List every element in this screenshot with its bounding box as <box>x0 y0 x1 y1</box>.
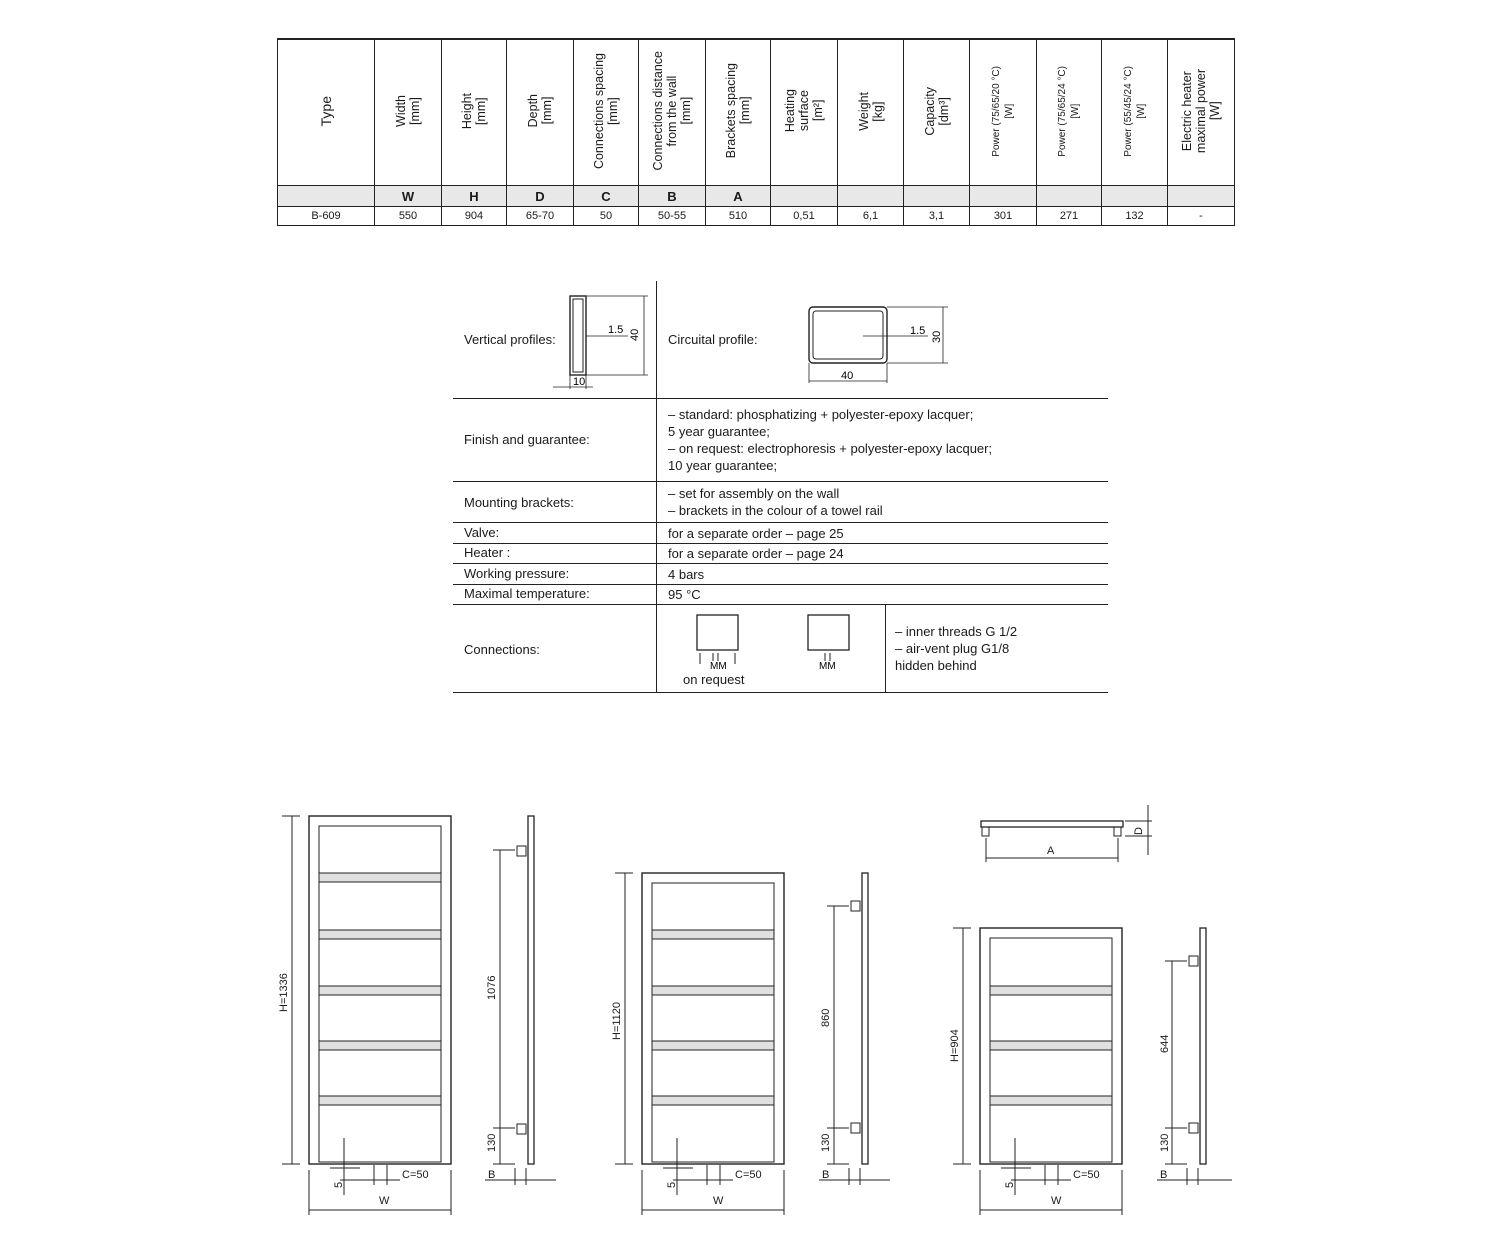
pressure-value: 4 bars <box>668 567 705 582</box>
dimension-label: A <box>1047 845 1055 857</box>
svg-text:MM: MM <box>710 661 727 671</box>
row-divider <box>453 481 1108 482</box>
dimension-label: B <box>822 1169 830 1181</box>
dimension-label: D <box>1133 827 1145 835</box>
letter-cell: B <box>639 186 706 207</box>
letter-cell <box>970 186 1037 207</box>
profile-thickness: 1.5 <box>910 325 926 337</box>
letter-cell: A <box>706 186 771 207</box>
dimension-label: 5 <box>666 1181 678 1188</box>
technical-drawings <box>0 790 1500 1240</box>
dimension-label: H=1120 <box>611 1001 623 1040</box>
mounting-label: Mounting brackets: <box>464 495 574 510</box>
header-cell: Depth [mm] <box>507 39 574 186</box>
header-cell: Width [mm] <box>375 39 442 186</box>
profile-width: 40 <box>841 370 854 382</box>
dimension-label: C=50 <box>1073 1169 1100 1181</box>
letter-cell: W <box>375 186 442 207</box>
value-cell: 904 <box>442 207 507 226</box>
letter-cell <box>1168 186 1235 207</box>
dimension-label: C=50 <box>735 1169 762 1181</box>
table-row <box>278 207 1235 226</box>
header-cell: Heating surface [m²] <box>771 39 838 186</box>
pressure-label: Working pressure: <box>464 566 570 581</box>
value-cell: 50 <box>574 207 639 226</box>
letter-cell <box>1102 186 1168 207</box>
header-cell: Connections spacing [mm] <box>574 39 639 186</box>
header-cell: Power (55/45/24 °C) [W] <box>1102 39 1168 186</box>
header-row <box>278 39 1235 186</box>
valve-label: Valve: <box>464 525 500 540</box>
dimension-label: 5 <box>333 1181 345 1188</box>
top-view <box>981 805 1152 862</box>
value-cell: 6,1 <box>838 207 904 226</box>
value-cell: 0,51 <box>771 207 838 226</box>
dimension-label: B <box>488 1169 496 1181</box>
value-cell: 510 <box>706 207 771 226</box>
temperature-value: 95 °C <box>668 587 701 602</box>
row-divider <box>453 604 1108 605</box>
column-divider <box>885 604 886 693</box>
header-cell: Electric heater maximal power [W] <box>1168 39 1235 186</box>
dimension-label: 5 <box>1004 1181 1016 1188</box>
heater-label: Heater : <box>464 545 511 560</box>
letter-cell: D <box>507 186 574 207</box>
letter-cell: H <box>442 186 507 207</box>
row-divider <box>453 398 1108 399</box>
dimension-label: C=50 <box>402 1169 429 1181</box>
value-cell: 65-70 <box>507 207 574 226</box>
dimension-label: B <box>1160 1169 1168 1181</box>
letter-cell: C <box>574 186 639 207</box>
value-cell: 50-55 <box>639 207 706 226</box>
profile-width: 10 <box>573 376 586 388</box>
dimension-label: 130 <box>820 1133 832 1152</box>
header-cell: Height [mm] <box>442 39 507 186</box>
value-cell: 3,1 <box>904 207 970 226</box>
properties-panel <box>453 281 1108 693</box>
header-cell: Power (75/65/24 °C) [W] <box>1037 39 1102 186</box>
valve-value: for a separate order – page 25 <box>668 526 844 541</box>
header-cell: Power (75/65/20 °C) [W] <box>970 39 1037 186</box>
value-cell: 132 <box>1102 207 1168 226</box>
value-cell: B-609 <box>278 207 375 226</box>
spec-table <box>277 38 1235 226</box>
header-cell: Capacity [dm³] <box>904 39 970 186</box>
connections-on-request: on request <box>683 672 745 687</box>
dimension-label: W <box>379 1195 390 1207</box>
row-divider <box>453 563 1108 564</box>
circuital-profile-drawing <box>803 301 953 387</box>
header-cell: Weight [kg] <box>838 39 904 186</box>
profile-thickness: 1.5 <box>608 324 624 336</box>
profile-depth: 40 <box>629 328 641 341</box>
connections-drawing <box>689 611 869 671</box>
dimension-label: 130 <box>1159 1133 1171 1152</box>
letter-cell <box>278 186 375 207</box>
value-cell: 301 <box>970 207 1037 226</box>
dimension-label: 860 <box>820 1008 832 1027</box>
front-view-1 <box>282 816 451 1215</box>
value-cell: - <box>1168 207 1235 226</box>
letter-row <box>278 186 1235 207</box>
vertical-profile-drawing <box>548 291 658 391</box>
dimension-label: 644 <box>1159 1034 1171 1053</box>
front-view-2 <box>615 873 784 1215</box>
finish-value: – standard: phosphatizing + polyester-epoxy lacquer; 5 year guarantee; – on request: electrophoresis + polyester-epoxy lacquer; 10 year guarantee; <box>668 407 993 473</box>
letter-cell <box>838 186 904 207</box>
profile-height: 30 <box>931 330 943 343</box>
value-cell: 271 <box>1037 207 1102 226</box>
mounting-value: – set for assembly on the wall – brackets in the colour of a towel rail <box>668 486 883 518</box>
dimension-label: 130 <box>486 1133 498 1152</box>
dimension-label: W <box>1051 1195 1062 1207</box>
connections-value: – inner threads G 1/2 – air-vent plug G1/8 hidden behind <box>895 624 1018 673</box>
row-divider <box>453 692 1108 693</box>
dimension-label: H=904 <box>949 1029 961 1062</box>
vertical-profiles-label: Vertical profiles: <box>464 332 556 347</box>
letter-cell <box>904 186 970 207</box>
row-divider <box>453 584 1108 585</box>
header-cell: Type <box>278 39 375 186</box>
connections-label: Connections: <box>464 642 540 657</box>
svg-text:MM: MM <box>819 661 836 671</box>
dimension-label: W <box>713 1195 724 1207</box>
dimension-label: 1076 <box>486 975 498 1000</box>
value-cell: 550 <box>375 207 442 226</box>
header-cell: Brackets spacing [mm] <box>706 39 771 186</box>
circuital-profile-label: Circuital profile: <box>668 332 758 347</box>
letter-cell <box>1037 186 1102 207</box>
row-divider <box>453 522 1108 523</box>
dimension-label: H=1336 <box>278 973 290 1012</box>
temperature-label: Maximal temperature: <box>464 586 590 601</box>
header-cell: Connections distance from the wall [mm] <box>639 39 706 186</box>
letter-cell <box>771 186 838 207</box>
heater-value: for a separate order – page 24 <box>668 546 844 561</box>
row-divider <box>453 543 1108 544</box>
finish-label: Finish and guarantee: <box>464 432 590 447</box>
